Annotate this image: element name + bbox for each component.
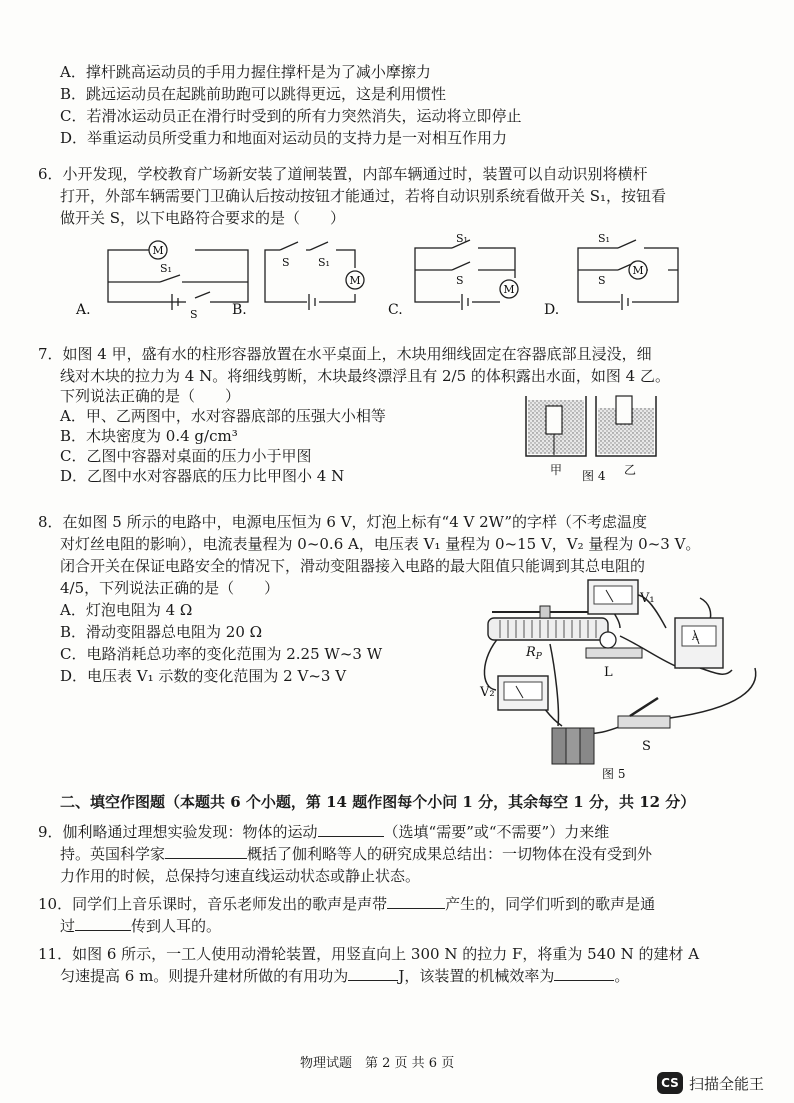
answer-blank[interactable] [554, 966, 614, 981]
motor-label: M [632, 264, 644, 277]
q7-option-a: A．甲、乙两图中，水对容器底部的压强大小相等 [60, 407, 386, 425]
switch-label: S₁ [318, 256, 330, 269]
q9-text: 持。英国科学家 [60, 845, 166, 863]
q10-text: 传到人耳的。 [131, 917, 222, 935]
switch [618, 698, 670, 728]
q10-line-2 [60, 916, 221, 936]
q9-text: （选填“需要”或“不需要”）力来维 [383, 823, 610, 841]
option-label-b: B. [232, 302, 247, 318]
page-footer: 物理试题 第 2 页 共 6 页 [300, 1056, 455, 1071]
section-2-title: 二、填空作图题（本题共 6 个小题，第 14 题作图每个小问 1 分，其余每空 1 分，共 12 分） [60, 793, 696, 811]
q11-text: 匀速提高 6 m。则提升建材所做的有用功为 [60, 967, 349, 985]
q11-text: 。 [614, 967, 630, 985]
fig4-label-jia: 甲 [550, 463, 563, 477]
q11-line-1: 11．如图 6 所示，一工人使用动滑轮装置，用竖直向上 300 N 的拉力 F，将重为 540 N 的建材 A [38, 945, 700, 963]
fig5-label-v1: V₁ [640, 591, 655, 606]
q6-stem-line-1: 6．小开发现，学校教育广场新安装了道闸装置，内部车辆通过时，装置可以自动识别将横杆 [38, 165, 648, 183]
answer-blank[interactable] [387, 894, 445, 909]
q10-line-1 [38, 894, 655, 914]
battery [552, 728, 594, 764]
answer-blank[interactable] [165, 844, 247, 859]
q5-option-a: A．撑杆跳高运动员的手用力握住撑杆是为了减小摩擦力 [60, 63, 431, 81]
q8-stem-line-3: 闭合开关在保证电路安全的情况下，滑动变阻器接入电路的最大阻值只能调到其总电阻的 [60, 557, 646, 575]
circuit-a [108, 250, 248, 302]
circuit-b [265, 250, 355, 302]
fig4-label-yi: 乙 [624, 463, 637, 477]
q11-line-2 [60, 966, 629, 986]
q7-option-d: D．乙图中水对容器底的压力比甲图小 4 N [60, 467, 345, 485]
switch-label: S [456, 274, 464, 287]
switch-label: S₁ [160, 262, 172, 275]
answer-blank[interactable] [318, 822, 384, 837]
answer-blank[interactable] [75, 916, 131, 931]
q7-option-b: B．木块密度为 0.4 g/cm³ [60, 427, 238, 445]
q8-stem-line-4: 4/5，下列说法正确的是（ ） [60, 579, 280, 597]
fig5-label-ammeter: A [692, 633, 699, 643]
option-label-d: D. [544, 302, 560, 318]
answer-blank[interactable] [348, 966, 398, 981]
q6-circuit-diagrams [60, 232, 750, 324]
container-jia [526, 396, 586, 456]
fig4-caption: 图 4 [582, 469, 606, 483]
q5-option-d: D．举重运动员所受重力和地面对运动员的支持力是一对相互作用力 [60, 129, 508, 147]
q10-text: 10．同学们上音乐课时，音乐老师发出的歌声是声带 [38, 895, 388, 913]
option-label-c: C. [388, 302, 403, 318]
q8-stem-line-1: 8．在如图 5 所示的电路中，电源电压恒为 6 V，灯泡上标有“4 V 2W”的字样（不考虑温度 [38, 513, 648, 531]
figure-4 [520, 388, 660, 488]
switch-label: S [282, 256, 290, 269]
voltmeter-v2 [498, 676, 548, 710]
motor-label: M [349, 274, 361, 287]
switch-label: S₁ [598, 232, 610, 245]
q7-stem-line-3: 下列说法正确的是（ ） [60, 387, 241, 405]
camscanner-logo-icon: CS [657, 1072, 683, 1094]
fig5-label-lamp: L [604, 665, 613, 680]
q9-line-1 [38, 822, 609, 842]
fig5-label-rp: $R_P$ [526, 645, 542, 662]
q8-option-c: C．电路消耗总功率的变化范围为 2.25 W~3 W [60, 645, 383, 663]
q9-line-3: 力作用的时候，总保持匀速直线运动状态或静止状态。 [60, 867, 421, 885]
q8-option-b: B．滑动变阻器总电阻为 20 Ω [60, 623, 263, 641]
scanner-name: 扫描全能王 [689, 1074, 765, 1093]
q7-stem-line-1: 7．如图 4 甲，盛有水的柱形容器放置在水平桌面上，木块用细线固定在容器底部且浸没，细 [38, 345, 652, 363]
switch-label: S [598, 274, 606, 287]
ammeter [675, 618, 723, 668]
q7-stem-line-2: 线对木块的拉力为 4 N。将细线剪断，木块最终漂浮且有 2/5 的体积露出水面，如图 4 乙。 [60, 367, 670, 385]
scanner-watermark [657, 1072, 764, 1094]
q9-line-2 [60, 844, 652, 864]
switch-label: S₁ [456, 232, 468, 245]
q10-text: 产生的，同学们听到的歌声是通 [445, 895, 656, 913]
fig5-label-v2: V₂ [480, 685, 495, 700]
q6-stem-line-3: 做开关 S，以下电路符合要求的是（ ） [60, 209, 346, 227]
q5-option-b: B．跳远运动员在起跳前助跑可以跳得更远，这是利用惯性 [60, 85, 447, 103]
figure-5 [470, 578, 770, 784]
q10-text: 过 [60, 917, 76, 935]
q8-option-a: A．灯泡电阻为 4 Ω [60, 601, 193, 619]
switch-label: S [190, 308, 198, 321]
q8-stem-line-2: 对灯丝电阻的影响），电流表量程为 0~0.6 A，电压表 V₁ 量程为 0~15 V，V₂ 量程为 0~3 V。 [60, 535, 701, 553]
q11-text: J，该装置的机械效率为 [398, 967, 555, 985]
q7-option-c: C．乙图中容器对桌面的压力小于甲图 [60, 447, 312, 465]
q9-text: 概括了伽利略等人的研究成果总结出：一切物体在没有受到外 [247, 845, 653, 863]
fig5-caption: 图 5 [602, 767, 626, 781]
q5-option-c: C．若滑冰运动员正在滑行时受到的所有力突然消失，运动将立即停止 [60, 107, 522, 125]
q6-stem-line-2: 打开，外部车辆需要门卫确认后按动按钮才能通过，若将自动识别系统看做开关 S₁，按钮看 [60, 187, 667, 205]
motor-label: M [152, 244, 164, 257]
motor-label: M [503, 283, 515, 296]
q9-text: 9．伽利略通过理想实验发现：物体的运动 [38, 823, 318, 841]
voltmeter-v1 [588, 580, 638, 614]
container-yi [596, 396, 656, 456]
q8-option-d: D．电压表 V₁ 示数的变化范围为 2 V~3 V [60, 667, 347, 685]
fig5-label-switch: S [642, 739, 651, 754]
option-label-a: A. [76, 302, 91, 318]
